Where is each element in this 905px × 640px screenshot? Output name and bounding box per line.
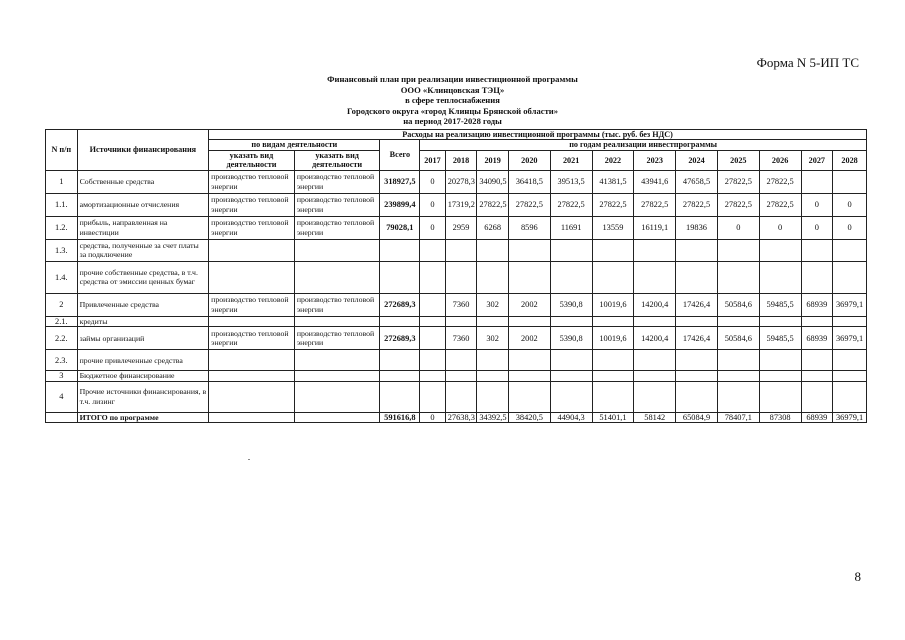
activity-cell: производство тепловой энергии	[209, 327, 295, 350]
year-header: 2027	[801, 150, 833, 170]
year-value-cell	[550, 381, 592, 412]
year-value-cell	[759, 239, 801, 261]
source-name-cell: ИТОГО по программе	[77, 412, 209, 422]
year-value-cell: 7360	[445, 327, 477, 350]
year-value-cell	[445, 261, 477, 293]
year-value-cell: 0	[420, 170, 445, 193]
year-value-cell: 11691	[550, 216, 592, 239]
year-header: 2021	[550, 150, 592, 170]
year-value-cell	[420, 293, 445, 316]
year-value-cell: 7360	[445, 293, 477, 316]
year-value-cell: 68939	[801, 293, 833, 316]
year-value-cell: 65084,9	[676, 412, 718, 422]
year-value-cell: 16119,1	[634, 216, 676, 239]
year-value-cell: 41381,5	[592, 170, 634, 193]
year-value-cell	[759, 350, 801, 371]
total-cell: 79028,1	[380, 216, 420, 239]
year-value-cell	[759, 381, 801, 412]
heading-line: ООО «Клинцовская ТЭЦ»	[400, 84, 505, 95]
col-n-header: N п/п	[46, 130, 78, 171]
year-value-cell	[801, 239, 833, 261]
row-number-cell: 1	[46, 170, 78, 193]
total-cell	[380, 239, 420, 261]
year-value-cell: 44904,3	[550, 412, 592, 422]
total-cell: 272689,3	[380, 327, 420, 350]
activity-cell: производство тепловой энергии	[209, 216, 295, 239]
year-value-cell	[676, 316, 718, 326]
year-value-cell	[833, 316, 867, 326]
activity-cell	[209, 371, 295, 381]
year-value-cell	[634, 239, 676, 261]
year-value-cell: 27822,5	[717, 193, 759, 216]
total-cell: 591616,8	[380, 412, 420, 422]
year-value-cell: 27638,3	[445, 412, 477, 422]
year-value-cell	[420, 327, 445, 350]
total-cell	[380, 316, 420, 326]
year-value-cell	[801, 170, 833, 193]
total-cell: 318927,5	[380, 170, 420, 193]
year-value-cell	[833, 261, 867, 293]
year-value-cell	[634, 350, 676, 371]
year-value-cell: 36418,5	[508, 170, 550, 193]
year-value-cell	[477, 316, 509, 326]
year-value-cell: 20278,3	[445, 170, 477, 193]
year-value-cell: 27822,5	[508, 193, 550, 216]
year-value-cell: 58142	[634, 412, 676, 422]
source-name-cell: прочие привлеченные средства	[77, 350, 209, 371]
table-row	[46, 412, 867, 422]
activity-cell: производство тепловой энергии	[294, 216, 380, 239]
row-number-cell: 1.4.	[46, 261, 78, 293]
row-number-cell: 2.3.	[46, 350, 78, 371]
row-number-cell: 1.3.	[46, 239, 78, 261]
financial-plan-table	[45, 129, 867, 423]
row-number-cell: 4	[46, 381, 78, 412]
activity-cell	[294, 261, 380, 293]
year-value-cell	[759, 371, 801, 381]
total-cell: 239899,4	[380, 193, 420, 216]
table-row	[46, 327, 867, 350]
row-number-cell: 2.2.	[46, 327, 78, 350]
year-value-cell	[717, 350, 759, 371]
year-value-cell	[759, 316, 801, 326]
year-value-cell: 0	[833, 216, 867, 239]
table-row	[46, 193, 867, 216]
year-value-cell: 2002	[508, 293, 550, 316]
document-heading	[0, 74, 905, 127]
year-value-cell	[717, 261, 759, 293]
year-value-cell: 0	[759, 216, 801, 239]
activity-cell	[209, 381, 295, 412]
year-header: 2019	[477, 150, 509, 170]
year-value-cell: 27822,5	[759, 193, 801, 216]
total-cell	[380, 381, 420, 412]
year-value-cell: 6268	[477, 216, 509, 239]
table-row	[46, 239, 867, 261]
source-name-cell: амортизационные отчисления	[77, 193, 209, 216]
year-value-cell: 2002	[508, 327, 550, 350]
year-value-cell	[676, 371, 718, 381]
stray-mark	[248, 459, 250, 460]
year-value-cell	[801, 350, 833, 371]
year-value-cell: 19836	[676, 216, 718, 239]
activity-cell	[209, 261, 295, 293]
year-value-cell: 36979,1	[833, 327, 867, 350]
year-value-cell	[634, 381, 676, 412]
year-value-cell: 14200,4	[634, 327, 676, 350]
year-value-cell	[801, 261, 833, 293]
table-row	[46, 170, 867, 193]
year-value-cell: 43941,6	[634, 170, 676, 193]
table-row	[46, 381, 867, 412]
source-name-cell: Собственные средства	[77, 170, 209, 193]
year-value-cell: 27822,5	[676, 193, 718, 216]
year-value-cell: 0	[801, 216, 833, 239]
year-value-cell	[508, 371, 550, 381]
year-value-cell	[801, 381, 833, 412]
year-value-cell	[676, 239, 718, 261]
activity-cell: производство тепловой энергии	[294, 193, 380, 216]
activity-sub-header: указать вид деятельности	[294, 150, 380, 170]
year-value-cell	[508, 261, 550, 293]
year-value-cell: 13559	[592, 216, 634, 239]
year-value-cell	[634, 371, 676, 381]
year-value-cell	[508, 239, 550, 261]
year-value-cell	[592, 316, 634, 326]
year-value-cell	[592, 371, 634, 381]
source-name-cell: прибыль, направленная на инвестиции	[77, 216, 209, 239]
year-value-cell: 27822,5	[592, 193, 634, 216]
row-number-cell: 2.1.	[46, 316, 78, 326]
activity-cell	[294, 316, 380, 326]
year-value-cell	[420, 350, 445, 371]
year-header: 2018	[445, 150, 477, 170]
year-value-cell: 0	[420, 193, 445, 216]
row-number-cell: 1.1.	[46, 193, 78, 216]
year-value-cell: 10019,6	[592, 327, 634, 350]
year-value-cell	[508, 316, 550, 326]
year-value-cell	[833, 239, 867, 261]
activity-cell	[294, 412, 380, 422]
year-value-cell	[634, 261, 676, 293]
year-value-cell: 5390,8	[550, 293, 592, 316]
year-value-cell	[717, 381, 759, 412]
year-value-cell	[477, 261, 509, 293]
activity-cell	[294, 381, 380, 412]
year-value-cell: 27822,5	[717, 170, 759, 193]
heading-line: на период 2017-2028 годы	[403, 116, 502, 127]
activity-cell	[294, 239, 380, 261]
table-row	[46, 293, 867, 316]
year-value-cell	[550, 350, 592, 371]
year-value-cell: 39513,5	[550, 170, 592, 193]
year-header: 2017	[420, 150, 445, 170]
activity-cell	[294, 371, 380, 381]
year-value-cell: 27822,5	[759, 170, 801, 193]
total-header: Всего	[380, 140, 420, 170]
year-value-cell: 2959	[445, 216, 477, 239]
activity-cell: производство тепловой энергии	[294, 327, 380, 350]
year-value-cell: 27822,5	[634, 193, 676, 216]
year-value-cell	[833, 350, 867, 371]
year-value-cell: 10019,6	[592, 293, 634, 316]
year-value-cell: 34392,5	[477, 412, 509, 422]
year-value-cell	[833, 381, 867, 412]
year-header: 2025	[717, 150, 759, 170]
year-value-cell	[676, 381, 718, 412]
year-value-cell: 17426,4	[676, 293, 718, 316]
year-value-cell: 87308	[759, 412, 801, 422]
year-value-cell: 59485,5	[759, 327, 801, 350]
year-value-cell	[833, 371, 867, 381]
year-value-cell: 0	[717, 216, 759, 239]
activity-cell	[209, 350, 295, 371]
year-value-cell	[833, 170, 867, 193]
row-number-cell	[46, 412, 78, 422]
year-value-cell: 36979,1	[833, 412, 867, 422]
year-header: 2020	[508, 150, 550, 170]
year-value-cell	[592, 350, 634, 371]
year-header: 2022	[592, 150, 634, 170]
year-value-cell: 302	[477, 327, 509, 350]
year-value-cell	[477, 381, 509, 412]
year-value-cell: 50584,6	[717, 327, 759, 350]
year-value-cell	[550, 261, 592, 293]
year-value-cell: 0	[420, 412, 445, 422]
year-value-cell: 68939	[801, 327, 833, 350]
activity-cell	[294, 350, 380, 371]
total-cell: 272689,3	[380, 293, 420, 316]
heading-line: Городского округа «город Клинцы Брянской области»	[346, 105, 559, 116]
total-cell	[380, 371, 420, 381]
source-name-cell: кредиты	[77, 316, 209, 326]
form-label: Форма N 5-ИП ТС	[756, 55, 859, 70]
row-number-cell: 1.2.	[46, 216, 78, 239]
activity-cell: производство тепловой энергии	[209, 193, 295, 216]
source-name-cell: Бюджетное финансирование	[77, 371, 209, 381]
year-value-cell	[445, 350, 477, 371]
year-value-cell	[550, 239, 592, 261]
year-value-cell	[676, 261, 718, 293]
activity-sub-header: указать вид деятельности	[209, 150, 295, 170]
year-value-cell	[420, 316, 445, 326]
year-header: 2023	[634, 150, 676, 170]
year-value-cell	[508, 350, 550, 371]
year-value-cell	[420, 371, 445, 381]
year-value-cell	[477, 371, 509, 381]
source-name-cell: Прочие источники финансирования, в т.ч. лизинг	[77, 381, 209, 412]
source-name-cell: Привлеченные средства	[77, 293, 209, 316]
year-value-cell	[420, 381, 445, 412]
page-number: 8	[854, 569, 861, 584]
year-value-cell: 8596	[508, 216, 550, 239]
year-value-cell: 0	[833, 193, 867, 216]
activity-cell	[209, 239, 295, 261]
activity-cell: производство тепловой энергии	[209, 293, 295, 316]
year-value-cell	[550, 371, 592, 381]
table-row	[46, 316, 867, 326]
year-value-cell: 27822,5	[550, 193, 592, 216]
year-value-cell	[550, 316, 592, 326]
year-value-cell: 78407,1	[717, 412, 759, 422]
table-row	[46, 371, 867, 381]
activity-cell	[209, 412, 295, 422]
year-value-cell	[445, 381, 477, 412]
year-value-cell	[592, 239, 634, 261]
year-value-cell	[676, 350, 718, 371]
year-value-cell	[477, 239, 509, 261]
year-value-cell	[801, 371, 833, 381]
table-row	[46, 261, 867, 293]
year-value-cell: 36979,1	[833, 293, 867, 316]
year-value-cell: 302	[477, 293, 509, 316]
total-cell	[380, 350, 420, 371]
year-value-cell: 38420,5	[508, 412, 550, 422]
year-header: 2026	[759, 150, 801, 170]
year-value-cell	[445, 371, 477, 381]
year-value-cell	[759, 261, 801, 293]
year-value-cell	[508, 381, 550, 412]
by-activity-header: по видам деятельности	[209, 140, 380, 150]
activity-cell: производство тепловой энергии	[209, 170, 295, 193]
year-value-cell	[634, 316, 676, 326]
year-value-cell	[801, 316, 833, 326]
year-value-cell: 47658,5	[676, 170, 718, 193]
year-value-cell	[445, 316, 477, 326]
activity-cell	[209, 316, 295, 326]
heading-line: в сфере теплоснабжения	[405, 95, 500, 106]
year-value-cell: 68939	[801, 412, 833, 422]
year-value-cell	[592, 381, 634, 412]
source-name-cell: займы организаций	[77, 327, 209, 350]
col-source-header: Источники финансирования	[77, 130, 209, 171]
source-name-cell: средства, полученные за счет платы за подключение	[77, 239, 209, 261]
year-value-cell: 0	[420, 216, 445, 239]
expenses-header: Расходы на реализацию инвестиционной программы (тыс. руб. без НДС)	[209, 130, 867, 140]
year-value-cell: 17319,2	[445, 193, 477, 216]
year-value-cell: 50584,6	[717, 293, 759, 316]
row-number-cell: 2	[46, 293, 78, 316]
source-name-cell: прочие собственные средства, в т.ч. средства от эмиссии ценных бумаг	[77, 261, 209, 293]
activity-cell: производство тепловой энергии	[294, 293, 380, 316]
row-number-cell: 3	[46, 371, 78, 381]
total-cell	[380, 261, 420, 293]
table-row	[46, 350, 867, 371]
year-value-cell	[592, 261, 634, 293]
table-row	[46, 216, 867, 239]
year-value-cell: 5390,8	[550, 327, 592, 350]
year-value-cell: 51401,1	[592, 412, 634, 422]
year-value-cell	[477, 350, 509, 371]
year-value-cell: 27822,5	[477, 193, 509, 216]
year-value-cell	[717, 371, 759, 381]
year-value-cell: 17426,4	[676, 327, 718, 350]
year-header: 2028	[833, 150, 867, 170]
heading-line: Финансовый план при реализации инвестиционной программы	[327, 74, 578, 84]
year-value-cell: 59485,5	[759, 293, 801, 316]
year-value-cell	[445, 239, 477, 261]
year-value-cell	[420, 261, 445, 293]
activity-cell: производство тепловой энергии	[294, 170, 380, 193]
by-years-header: по годам реализации инвестпрограммы	[420, 140, 867, 150]
year-value-cell	[717, 239, 759, 261]
year-value-cell	[717, 316, 759, 326]
year-value-cell: 34090,5	[477, 170, 509, 193]
year-value-cell	[420, 239, 445, 261]
year-value-cell: 14200,4	[634, 293, 676, 316]
year-value-cell: 0	[801, 193, 833, 216]
year-header: 2024	[676, 150, 718, 170]
